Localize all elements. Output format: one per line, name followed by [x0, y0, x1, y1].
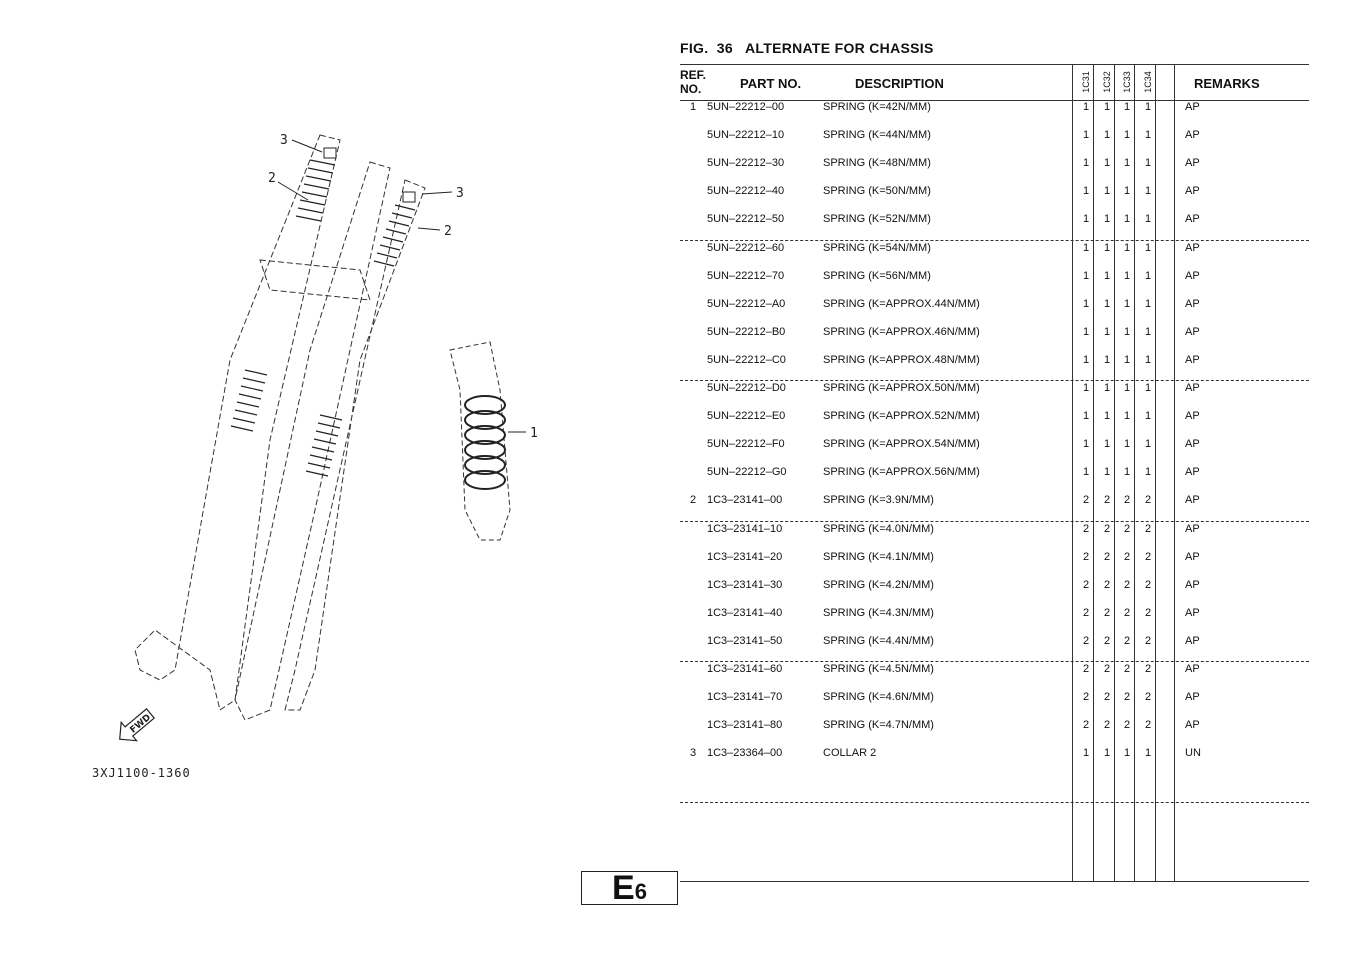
remarks-cell: AP — [1185, 213, 1200, 226]
part-number-cell: 1C3–23141–10 — [707, 522, 783, 535]
qty-model-2-cell: 1 — [1103, 353, 1111, 366]
callout-3-left: 3 — [280, 133, 288, 148]
qty-model-1-cell: 1 — [1082, 325, 1090, 338]
qty-model-4-cell: 1 — [1144, 213, 1152, 226]
table-row — [680, 690, 1309, 718]
part-number-cell: 1C3–23141–40 — [707, 606, 783, 619]
description-cell: SPRING (K=3.9N/MM) — [823, 494, 934, 507]
callout-3-right: 3 — [456, 186, 464, 201]
group-separator — [680, 380, 1309, 381]
description-cell: SPRING (K=4.0N/MM) — [823, 522, 934, 535]
part-number-cell: 1C3–23141–00 — [707, 494, 783, 507]
qty-model-1-cell: 2 — [1082, 719, 1090, 732]
part-number-cell: 5UN–22212–00 — [707, 101, 785, 113]
qty-model-1-cell: 2 — [1082, 550, 1090, 563]
qty-model-2-cell: 1 — [1103, 747, 1111, 760]
table-row — [680, 465, 1309, 493]
qty-model-4-cell: 2 — [1144, 719, 1152, 732]
qty-model-3-cell: 1 — [1123, 325, 1131, 338]
qty-model-3-cell: 1 — [1123, 269, 1131, 282]
remarks-cell: AP — [1185, 129, 1200, 142]
description-cell: SPRING (K=54N/MM) — [823, 241, 931, 254]
qty-model-3-cell: 2 — [1123, 606, 1131, 619]
qty-model-1-cell: 2 — [1082, 494, 1090, 507]
header-model-3: 1C33 — [1122, 71, 1132, 93]
remarks-cell: AP — [1185, 382, 1200, 394]
qty-model-3-cell: 2 — [1123, 578, 1131, 591]
table-row — [680, 184, 1309, 212]
remarks-cell: AP — [1185, 269, 1200, 282]
qty-model-1-cell: 1 — [1082, 157, 1090, 170]
remarks-cell: AP — [1185, 185, 1200, 198]
table-row — [680, 241, 1309, 269]
qty-model-2-cell: 2 — [1103, 634, 1111, 647]
table-row — [680, 634, 1309, 662]
group-separator — [680, 661, 1309, 662]
remarks-cell: AP — [1185, 353, 1200, 366]
part-number-cell: 5UN–22212–70 — [707, 269, 785, 282]
qty-model-4-cell: 1 — [1144, 353, 1152, 366]
figure-title: FIG. 36 ALTERNATE FOR CHASSIS — [680, 40, 934, 56]
table-row — [680, 297, 1309, 325]
description-cell: SPRING (K=48N/MM) — [823, 157, 931, 170]
qty-model-2-cell: 1 — [1103, 157, 1111, 170]
qty-model-1-cell: 1 — [1082, 382, 1090, 394]
qty-model-2-cell: 2 — [1103, 578, 1111, 591]
qty-model-2-cell: 1 — [1103, 325, 1111, 338]
group-separator — [680, 240, 1309, 241]
page-section-label — [581, 871, 678, 905]
table-row — [680, 522, 1309, 550]
section-letter: E — [612, 869, 635, 907]
table-row — [680, 325, 1309, 353]
remarks-cell: AP — [1185, 241, 1200, 254]
table-row — [680, 156, 1309, 184]
part-number-cell: 1C3–23364–00 — [707, 747, 783, 760]
header-model-2: 1C32 — [1102, 71, 1112, 93]
table-row — [680, 381, 1309, 409]
qty-model-4-cell: 1 — [1144, 269, 1152, 282]
table-row — [680, 746, 1309, 774]
qty-model-2-cell: 1 — [1103, 438, 1111, 451]
remarks-cell: AP — [1185, 438, 1200, 451]
part-number-cell: 1C3–23141–50 — [707, 634, 783, 647]
remarks-cell: AP — [1185, 578, 1200, 591]
qty-model-1-cell: 1 — [1082, 353, 1090, 366]
qty-model-3-cell: 2 — [1123, 494, 1131, 507]
part-number-cell: 5UN–22212–50 — [707, 213, 785, 226]
part-number-cell: 5UN–22212–30 — [707, 157, 785, 170]
part-number-cell: 1C3–23141–70 — [707, 691, 783, 704]
qty-model-3-cell: 2 — [1123, 522, 1131, 535]
qty-model-2-cell: 1 — [1103, 410, 1111, 423]
table-top-rule — [680, 64, 1309, 65]
description-cell: SPRING (K=4.5N/MM) — [823, 663, 934, 675]
qty-model-4-cell: 1 — [1144, 241, 1152, 254]
qty-model-3-cell: 1 — [1123, 241, 1131, 254]
qty-model-2-cell: 2 — [1103, 719, 1111, 732]
qty-model-2-cell: 1 — [1103, 382, 1111, 394]
qty-model-1-cell: 1 — [1082, 129, 1090, 142]
description-cell: SPRING (K=42N/MM) — [823, 101, 931, 113]
qty-model-4-cell: 1 — [1144, 410, 1152, 423]
part-number-cell: 5UN–22212–B0 — [707, 325, 786, 338]
qty-model-3-cell: 1 — [1123, 382, 1131, 394]
part-number-cell: 1C3–23141–80 — [707, 719, 783, 732]
part-number-cell: 5UN–22212–E0 — [707, 410, 786, 423]
ref-cell: 1 — [690, 101, 697, 113]
description-cell: SPRING (K=56N/MM) — [823, 269, 931, 282]
description-cell: SPRING (K=4.6N/MM) — [823, 691, 934, 704]
table-row — [680, 437, 1309, 465]
qty-model-1-cell: 2 — [1082, 634, 1090, 647]
qty-model-3-cell: 1 — [1123, 297, 1131, 310]
callout-1: 1 — [530, 426, 538, 441]
qty-model-1-cell: 2 — [1082, 522, 1090, 535]
qty-model-2-cell: 2 — [1103, 691, 1111, 704]
qty-model-4-cell: 1 — [1144, 466, 1152, 479]
qty-model-2-cell: 2 — [1103, 550, 1111, 563]
remarks-cell: AP — [1185, 606, 1200, 619]
description-cell: SPRING (K=44N/MM) — [823, 129, 931, 142]
remarks-cell: AP — [1185, 494, 1200, 507]
part-number-cell: 1C3–23141–60 — [707, 663, 783, 675]
header-model-4: 1C34 — [1143, 71, 1153, 93]
qty-model-2-cell: 2 — [1103, 606, 1111, 619]
remarks-cell: AP — [1185, 410, 1200, 423]
table-row — [680, 353, 1309, 381]
description-cell: SPRING (K=4.1N/MM) — [823, 550, 934, 563]
remarks-cell: AP — [1185, 719, 1200, 732]
qty-model-4-cell: 2 — [1144, 522, 1152, 535]
table-row — [680, 212, 1309, 240]
fwd-label: FWD — [128, 712, 153, 736]
remarks-cell: UN — [1185, 747, 1201, 760]
remarks-cell: AP — [1185, 663, 1200, 675]
group-separator — [680, 802, 1309, 803]
part-number-cell: 1C3–23141–30 — [707, 578, 783, 591]
section-number: 6 — [634, 879, 647, 904]
qty-model-3-cell: 2 — [1123, 663, 1131, 675]
description-cell: SPRING (K=4.7N/MM) — [823, 719, 934, 732]
part-number-cell: 5UN–22212–D0 — [707, 382, 786, 394]
description-cell: SPRING (K=APPROX.44N/MM) — [823, 297, 980, 310]
drawing-code: 3XJ1100-1360 — [92, 766, 191, 780]
qty-model-3-cell: 1 — [1123, 213, 1131, 226]
qty-model-4-cell: 2 — [1144, 634, 1152, 647]
qty-model-2-cell: 2 — [1103, 663, 1111, 675]
part-number-cell: 5UN–22212–10 — [707, 129, 785, 142]
qty-model-1-cell: 1 — [1082, 241, 1090, 254]
description-cell: SPRING (K=4.2N/MM) — [823, 578, 934, 591]
table-row — [680, 662, 1309, 690]
qty-model-4-cell: 2 — [1144, 691, 1152, 704]
remarks-cell: AP — [1185, 157, 1200, 170]
ref-cell: 2 — [690, 494, 697, 507]
qty-model-2-cell: 2 — [1103, 494, 1111, 507]
header-model-1: 1C31 — [1081, 71, 1091, 93]
description-cell: SPRING (K=APPROX.52N/MM) — [823, 410, 980, 423]
table-row — [680, 718, 1309, 746]
qty-model-1-cell: 1 — [1082, 747, 1090, 760]
part-number-cell: 5UN–22212–G0 — [707, 466, 787, 479]
qty-model-4-cell: 2 — [1144, 578, 1152, 591]
remarks-cell: AP — [1185, 466, 1200, 479]
header-remarks: REMARKS — [1194, 76, 1260, 91]
parts-diagram — [60, 110, 580, 810]
table-row — [680, 269, 1309, 297]
qty-model-3-cell: 1 — [1123, 129, 1131, 142]
qty-model-3-cell: 1 — [1123, 185, 1131, 198]
table-row — [680, 578, 1309, 606]
description-cell: SPRING (K=4.4N/MM) — [823, 634, 934, 647]
table-row — [680, 606, 1309, 634]
qty-model-4-cell: 1 — [1144, 297, 1152, 310]
qty-model-4-cell: 1 — [1144, 747, 1152, 760]
qty-model-2-cell: 1 — [1103, 185, 1111, 198]
qty-model-1-cell: 2 — [1082, 663, 1090, 675]
qty-model-1-cell: 1 — [1082, 185, 1090, 198]
part-number-cell: 5UN–22212–60 — [707, 241, 785, 254]
description-cell: SPRING (K=APPROX.46N/MM) — [823, 325, 980, 338]
qty-model-1-cell: 2 — [1082, 691, 1090, 704]
qty-model-1-cell: 1 — [1082, 410, 1090, 423]
qty-model-1-cell: 1 — [1082, 466, 1090, 479]
qty-model-3-cell: 1 — [1123, 747, 1131, 760]
qty-model-2-cell: 1 — [1103, 129, 1111, 142]
part-number-cell: 5UN–22212–C0 — [707, 353, 786, 366]
header-part-no: PART NO. — [740, 76, 802, 91]
qty-model-1-cell: 1 — [1082, 213, 1090, 226]
table-bottom-rule — [680, 881, 1309, 882]
description-cell: SPRING (K=50N/MM) — [823, 185, 931, 198]
description-cell: SPRING (K=APPROX.54N/MM) — [823, 438, 980, 451]
qty-model-2-cell: 1 — [1103, 213, 1111, 226]
remarks-cell: AP — [1185, 325, 1200, 338]
qty-model-4-cell: 2 — [1144, 550, 1152, 563]
description-cell: COLLAR 2 — [823, 747, 877, 760]
remarks-cell: AP — [1185, 297, 1200, 310]
qty-model-1-cell: 1 — [1082, 101, 1090, 113]
description-cell: SPRING (K=52N/MM) — [823, 213, 931, 226]
qty-model-3-cell: 1 — [1123, 410, 1131, 423]
part-number-cell: 1C3–23141–20 — [707, 550, 783, 563]
qty-model-3-cell: 1 — [1123, 157, 1131, 170]
qty-model-4-cell: 2 — [1144, 606, 1152, 619]
qty-model-4-cell: 1 — [1144, 438, 1152, 451]
qty-model-4-cell: 2 — [1144, 494, 1152, 507]
qty-model-2-cell: 2 — [1103, 522, 1111, 535]
remarks-cell: AP — [1185, 691, 1200, 704]
part-number-cell: 5UN–22212–40 — [707, 185, 785, 198]
qty-model-3-cell: 2 — [1123, 719, 1131, 732]
qty-model-2-cell: 1 — [1103, 297, 1111, 310]
fwd-arrow-icon — [112, 704, 158, 748]
qty-model-4-cell: 1 — [1144, 185, 1152, 198]
table-row — [680, 128, 1309, 156]
qty-model-3-cell: 1 — [1123, 438, 1131, 451]
qty-model-3-cell: 2 — [1123, 634, 1131, 647]
qty-model-3-cell: 1 — [1123, 466, 1131, 479]
part-number-cell: 5UN–22212–F0 — [707, 438, 785, 451]
header-description: DESCRIPTION — [855, 76, 944, 91]
table-row — [680, 550, 1309, 578]
description-cell: SPRING (K=APPROX.56N/MM) — [823, 466, 980, 479]
qty-model-1-cell: 1 — [1082, 438, 1090, 451]
qty-model-4-cell: 1 — [1144, 101, 1152, 113]
qty-model-1-cell: 2 — [1082, 606, 1090, 619]
qty-model-2-cell: 1 — [1103, 101, 1111, 113]
qty-model-1-cell: 2 — [1082, 578, 1090, 591]
parts-table — [680, 64, 1309, 882]
remarks-cell: AP — [1185, 550, 1200, 563]
remarks-cell: AP — [1185, 634, 1200, 647]
qty-model-4-cell: 1 — [1144, 157, 1152, 170]
qty-model-2-cell: 1 — [1103, 269, 1111, 282]
header-ref-no: REF. NO. — [680, 68, 707, 96]
qty-model-4-cell: 1 — [1144, 129, 1152, 142]
qty-model-4-cell: 1 — [1144, 382, 1152, 394]
table-row — [680, 409, 1309, 437]
qty-model-2-cell: 1 — [1103, 466, 1111, 479]
description-cell: SPRING (K=4.3N/MM) — [823, 606, 934, 619]
group-separator — [680, 521, 1309, 522]
remarks-cell: AP — [1185, 522, 1200, 535]
qty-model-1-cell: 1 — [1082, 269, 1090, 282]
qty-model-4-cell: 1 — [1144, 325, 1152, 338]
remarks-cell: AP — [1185, 101, 1200, 113]
table-row — [680, 493, 1309, 521]
ref-cell: 3 — [690, 747, 697, 760]
qty-model-3-cell: 1 — [1123, 353, 1131, 366]
qty-model-3-cell: 2 — [1123, 691, 1131, 704]
table-row — [680, 100, 1309, 128]
callout-2-right: 2 — [444, 224, 452, 239]
callout-2-left: 2 — [268, 171, 276, 186]
qty-model-2-cell: 1 — [1103, 241, 1111, 254]
description-cell: SPRING (K=APPROX.48N/MM) — [823, 353, 980, 366]
qty-model-3-cell: 2 — [1123, 550, 1131, 563]
qty-model-4-cell: 2 — [1144, 663, 1152, 675]
fork-and-shock-illustration — [60, 110, 580, 810]
description-cell: SPRING (K=APPROX.50N/MM) — [823, 382, 980, 394]
qty-model-1-cell: 1 — [1082, 297, 1090, 310]
part-number-cell: 5UN–22212–A0 — [707, 297, 786, 310]
qty-model-3-cell: 1 — [1123, 101, 1131, 113]
